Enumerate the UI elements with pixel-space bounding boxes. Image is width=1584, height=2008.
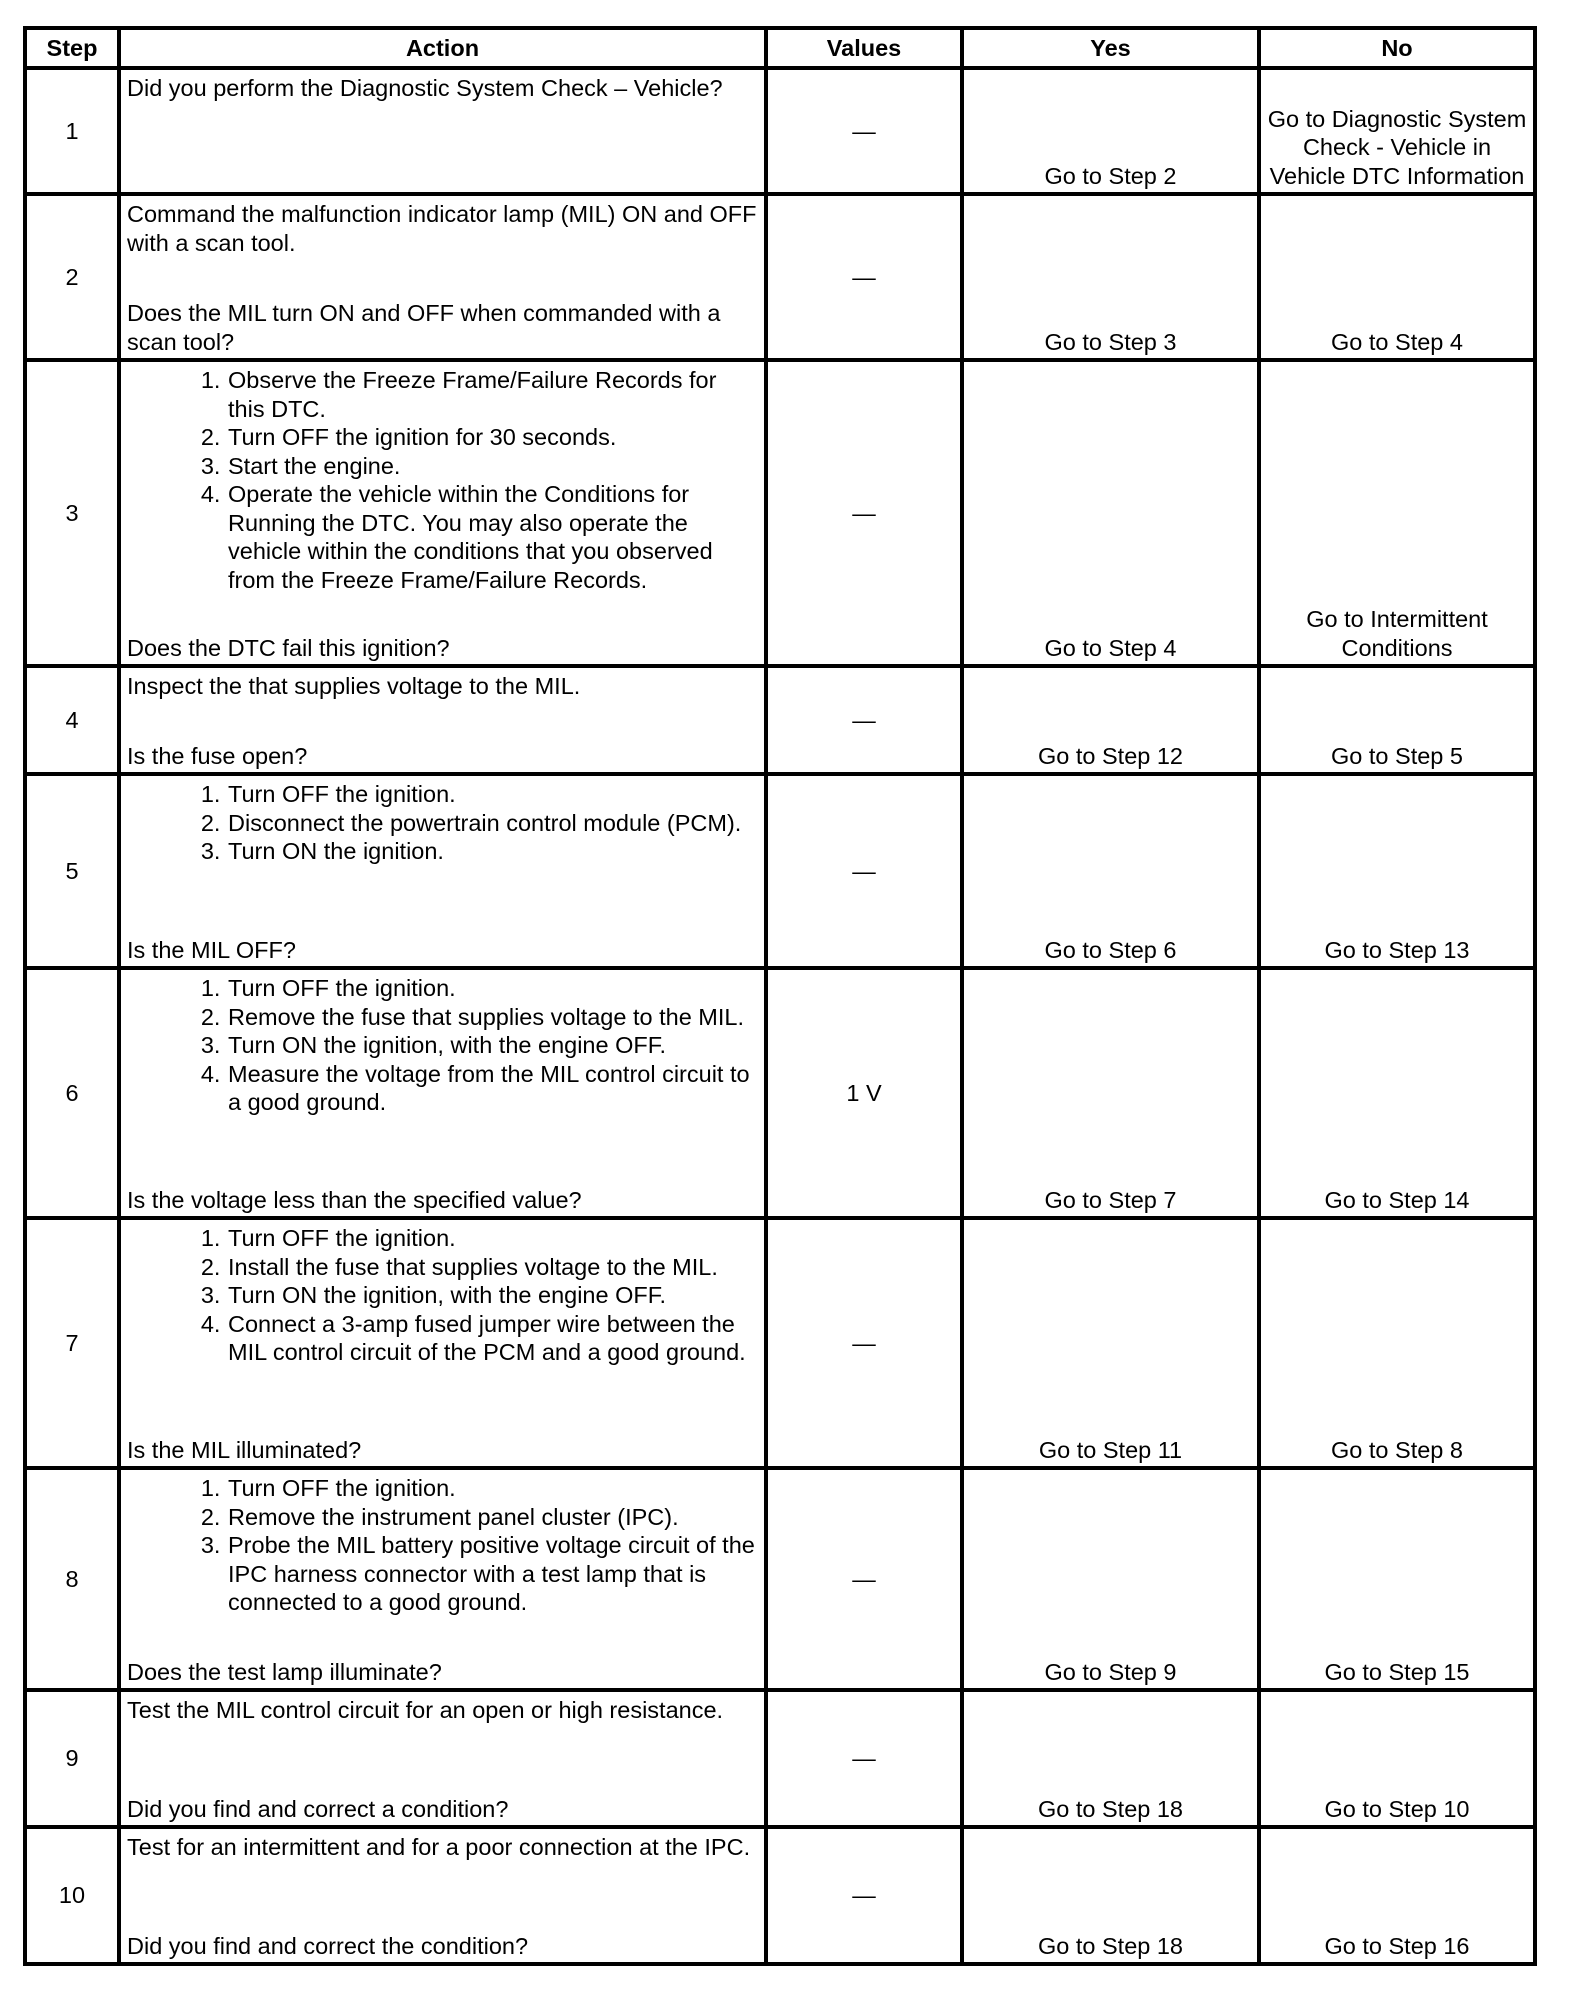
yes-result: Go to Step 18 [962,1690,1259,1827]
no-result: Go to Diagnostic System Check - Vehicle in Vehicle DTC Information [1259,68,1535,194]
table-row [25,774,1535,968]
action-steps-list [127,780,758,866]
action-step-item: 1. Observe the Freeze Frame/Failure Records for this DTC. [227,366,758,423]
header-no: No [1259,28,1535,68]
action-step-item: 4. Measure the voltage from the MIL control circuit to a good ground. [227,1060,758,1117]
action-step-item: 4. Operate the vehicle within the Conditions for Running the DTC. You may also operate the vehicle within the conditions that you observed from the Freeze Frame/Failure Records. [227,480,758,594]
action-cell [119,1690,766,1827]
action-instructions [127,1474,758,1617]
action-steps-list [127,1224,758,1367]
no-result: Go to Step 4 [1259,194,1535,360]
yes-result: Go to Step 9 [962,1468,1259,1690]
header-values: Values [766,28,962,68]
value-cell: — [766,360,962,666]
yes-result: Go to Step 3 [962,194,1259,360]
table-row [25,68,1535,194]
action-step-item: 1. Turn OFF the ignition. [227,780,758,809]
table-row [25,1827,1535,1964]
no-result: Go to Step 15 [1259,1468,1535,1690]
action-instructions [127,1696,758,1725]
table-row [25,1468,1535,1690]
value-cell: 1 V [766,968,962,1218]
action-text: Test for an intermittent and for a poor connection at the IPC. [127,1834,751,1860]
action-cell [119,1827,766,1964]
yes-result: Go to Step 11 [962,1218,1259,1468]
no-result: Go to Step 14 [1259,968,1535,1218]
action-question: Is the fuse open? [127,742,308,769]
action-text: Inspect the that supplies voltage to the MIL. [127,673,581,699]
step-number: 8 [25,1468,119,1690]
action-step-item: 3. Turn ON the ignition, with the engine OFF. [227,1281,758,1310]
action-step-item: 3. Turn ON the ignition, with the engine OFF. [227,1031,758,1060]
action-instructions [127,366,758,594]
header-yes: Yes [962,28,1259,68]
value-cell: — [766,1468,962,1690]
no-result: Go to Step 5 [1259,666,1535,774]
action-question: Is the MIL OFF? [127,936,296,963]
action-question: Did you find and correct the condition? [127,1932,529,1959]
action-step-item: 2. Disconnect the powertrain control module (PCM). [227,809,758,838]
step-number: 6 [25,968,119,1218]
value-cell: — [766,1218,962,1468]
step-number: 3 [25,360,119,666]
table-row [25,194,1535,360]
action-step-item: 1. Turn OFF the ignition. [227,974,758,1003]
action-step-item: 3. Turn ON the ignition. [227,837,758,866]
step-number: 4 [25,666,119,774]
action-step-item: 1. Turn OFF the ignition. [227,1474,758,1503]
action-instructions [127,780,758,866]
value-cell: — [766,666,962,774]
step-number: 7 [25,1218,119,1468]
action-steps-list [127,1474,758,1617]
action-question: Did you find and correct a condition? [127,1795,509,1822]
action-instructions [127,200,758,257]
action-question: Does the MIL turn ON and OFF when commanded with a scan tool? [127,300,721,355]
action-instructions [127,1224,758,1367]
no-result: Go to Intermittent Conditions [1259,360,1535,666]
step-number: 9 [25,1690,119,1827]
no-result: Go to Step 16 [1259,1827,1535,1964]
action-step-item: 2. Remove the instrument panel cluster (IPC). [227,1503,758,1532]
header-step: Step [25,28,119,68]
no-result: Go to Step 13 [1259,774,1535,968]
action-question: Is the MIL illuminated? [127,1436,362,1463]
step-number: 5 [25,774,119,968]
action-cell [119,194,766,360]
action-question: Is the voltage less than the specified value? [127,1186,582,1213]
value-cell: — [766,1827,962,1964]
yes-result: Go to Step 7 [962,968,1259,1218]
action-step-item: 1. Turn OFF the ignition. [227,1224,758,1253]
action-instructions [127,74,758,103]
table-row [25,1690,1535,1827]
action-step-item: 2. Turn OFF the ignition for 30 seconds. [227,423,758,452]
step-number: 1 [25,68,119,194]
no-result: Go to Step 10 [1259,1690,1535,1827]
action-cell [119,1218,766,1468]
yes-result: Go to Step 4 [962,360,1259,666]
action-cell [119,774,766,968]
action-text: Command the malfunction indicator lamp (MIL) ON and OFF with a scan tool. [127,201,757,256]
action-step-item: 3. Probe the MIL battery positive voltage circuit of the IPC harness connector with a test lamp that is connected to a good ground. [227,1531,758,1617]
step-number: 10 [25,1827,119,1964]
yes-result: Go to Step 12 [962,666,1259,774]
action-step-item: 2. Remove the fuse that supplies voltage to the MIL. [227,1003,758,1032]
action-cell [119,1468,766,1690]
yes-result: Go to Step 18 [962,1827,1259,1964]
action-cell [119,666,766,774]
value-cell: — [766,1690,962,1827]
action-cell [119,360,766,666]
action-steps-list [127,974,758,1117]
table-row [25,360,1535,666]
table-row [25,666,1535,774]
yes-result: Go to Step 2 [962,68,1259,194]
action-steps-list [127,366,758,594]
no-result: Go to Step 8 [1259,1218,1535,1468]
table-row [25,1218,1535,1468]
action-step-item: 3. Start the engine. [227,452,758,481]
action-question: Does the DTC fail this ignition? [127,634,450,661]
value-cell: — [766,194,962,360]
action-instructions [127,672,758,701]
header-row [25,28,1535,68]
value-cell: — [766,774,962,968]
header-action: Action [119,28,766,68]
action-step-item: 2. Install the fuse that supplies voltage to the MIL. [227,1253,758,1282]
action-text: Test the MIL control circuit for an open or high resistance. [127,1697,724,1723]
action-instructions [127,974,758,1117]
action-cell [119,68,766,194]
action-instructions [127,1833,758,1862]
action-text: Did you perform the Diagnostic System Check – Vehicle? [127,75,723,101]
step-number: 2 [25,194,119,360]
value-cell: — [766,68,962,194]
action-cell [119,968,766,1218]
action-step-item: 4. Connect a 3-amp fused jumper wire between the MIL control circuit of the PCM and a good ground. [227,1310,758,1367]
table-row [25,968,1535,1218]
action-question: Does the test lamp illuminate? [127,1658,442,1685]
yes-result: Go to Step 6 [962,774,1259,968]
diagnostic-table [23,26,1537,1966]
